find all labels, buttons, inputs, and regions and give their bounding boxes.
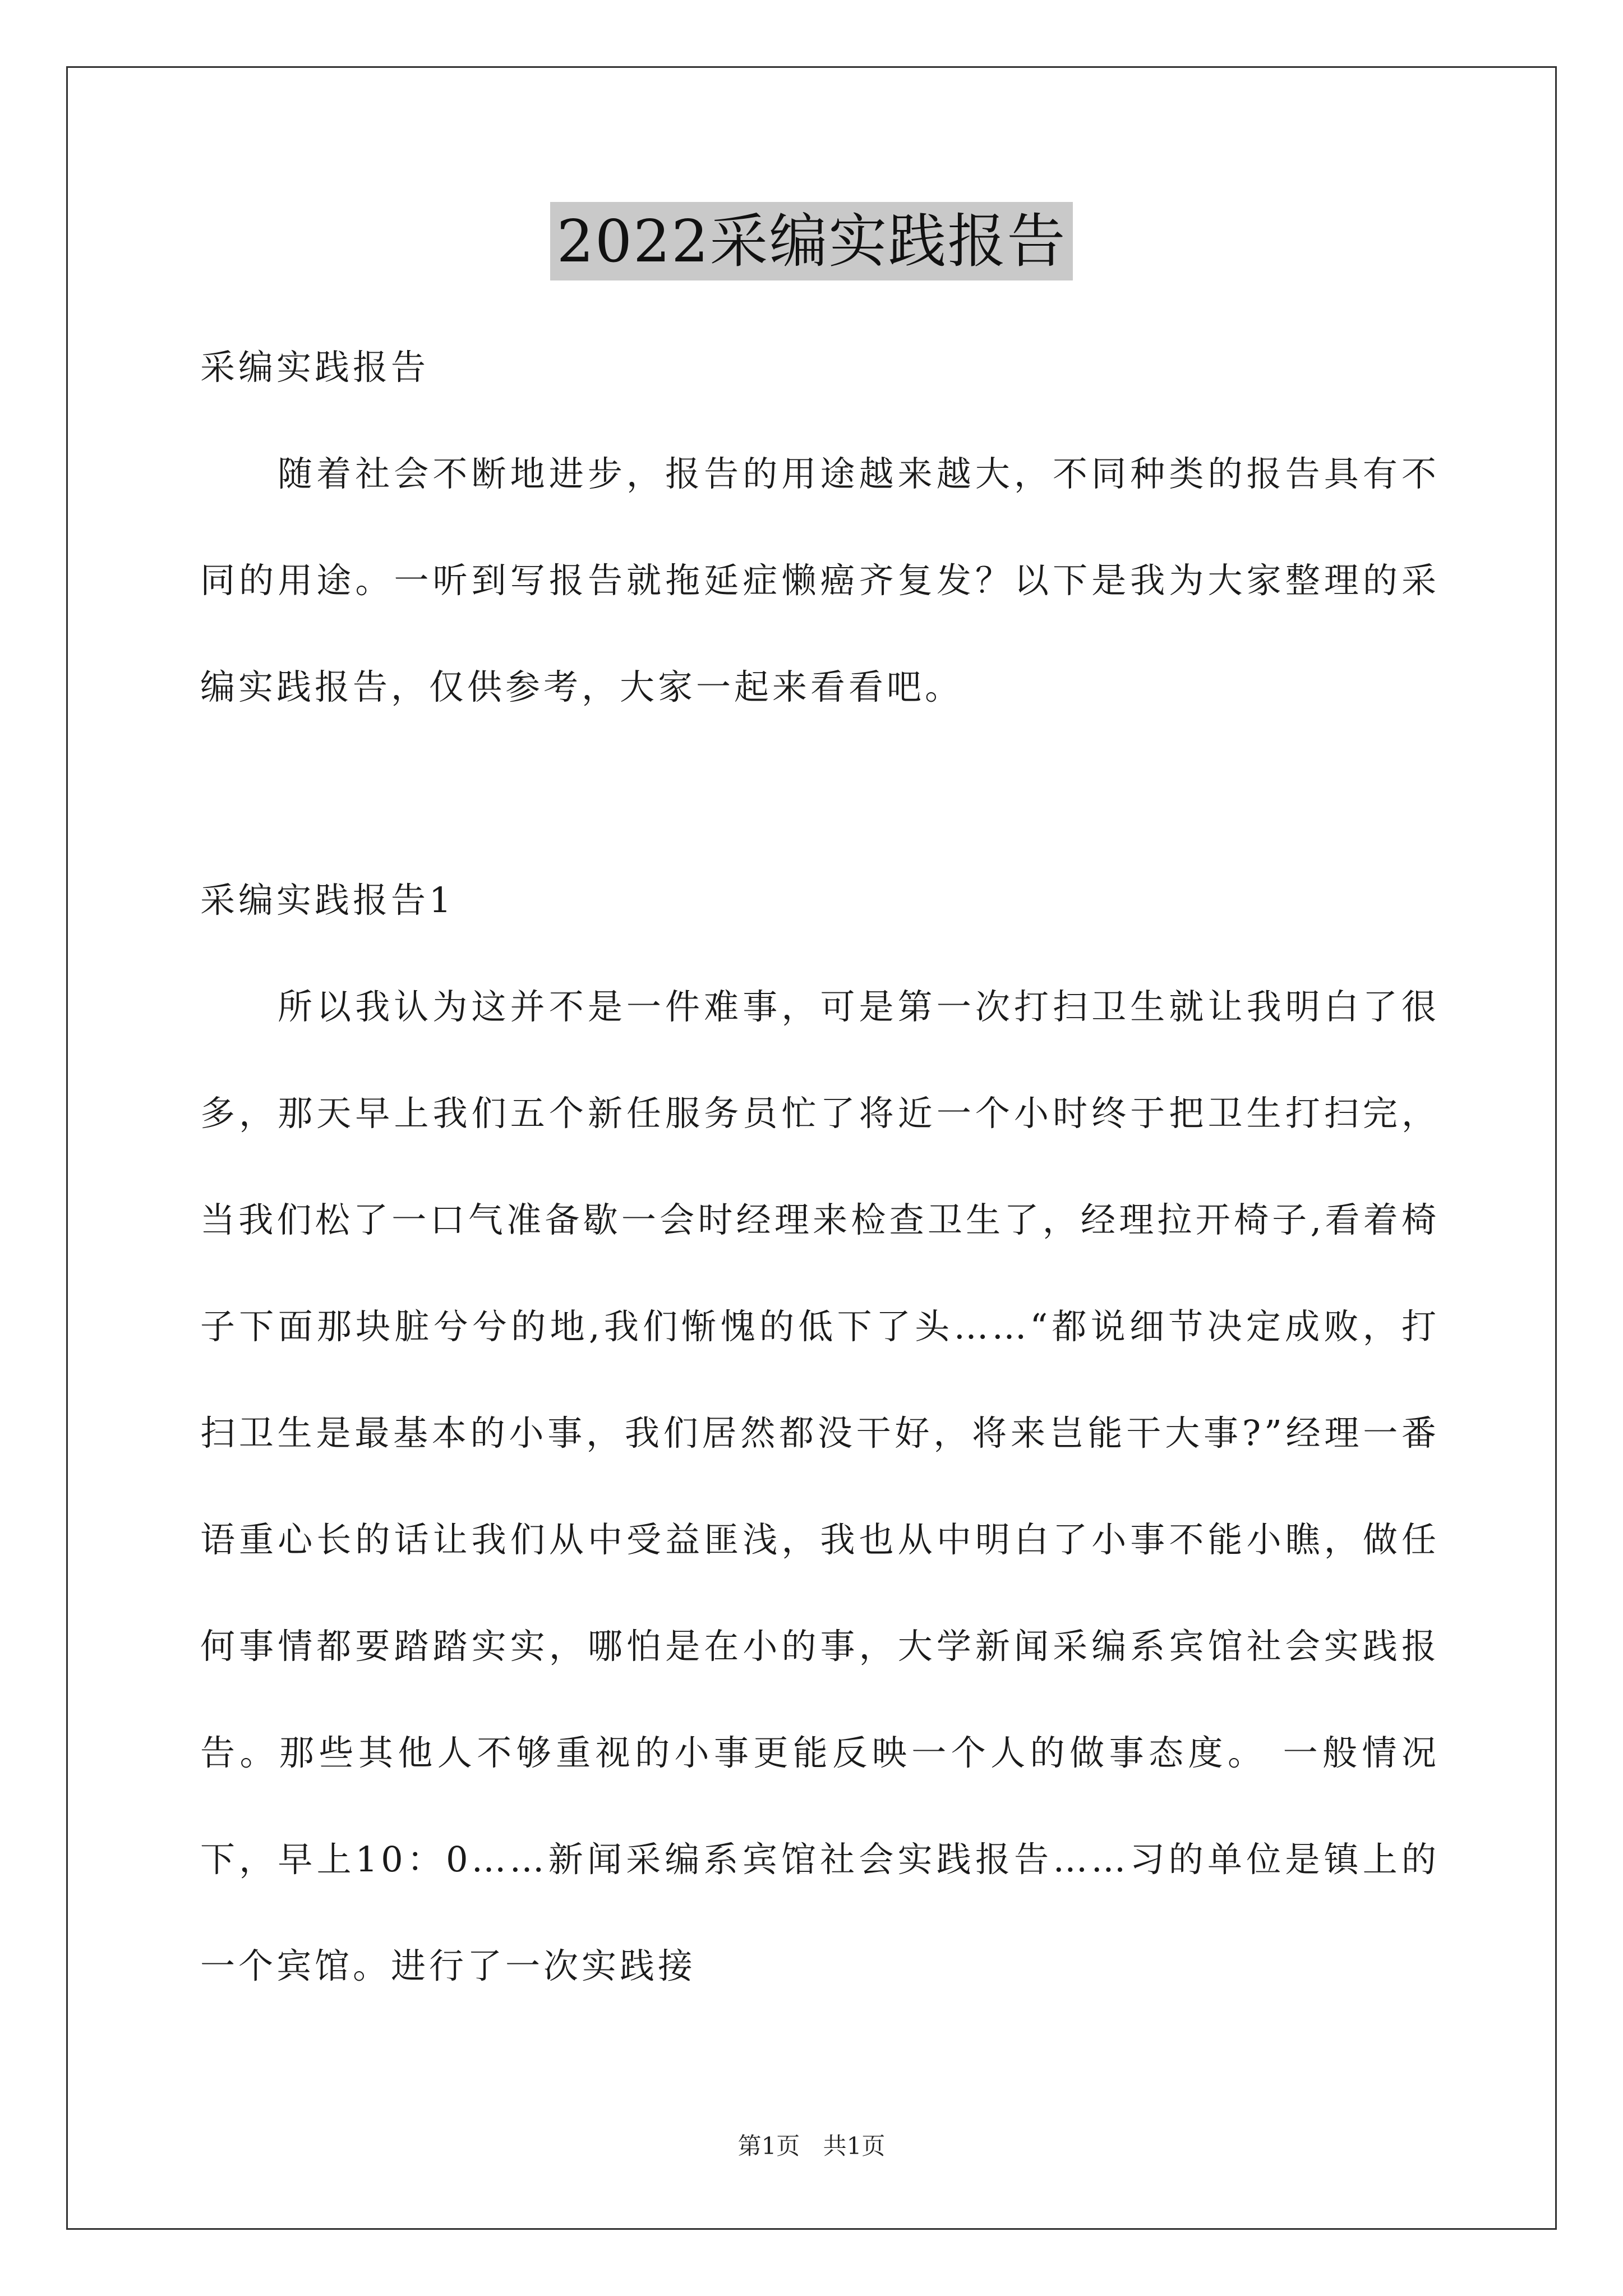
page-footer (0, 2129, 1623, 2163)
section1-heading: 采编实践报告1 (200, 880, 455, 921)
section1-paragraph: 所以我认为这并不是一件难事，可是第一次打扫卫生就让我明白了很多，那天早上我们五个新任服务员忙了将近一个小时终于把卫生打扫完，当我们松了一口气准备歇一会时经理来检查卫生了，经理拉开椅子,看着椅子下面那块脏兮兮的地,我们惭愧的低下了头……“都说细节决定成败，打扫卫生是最基本的小事，我们居然都没干好，将来岂能干大事?”经理一番语重心长的话让我们从中受益匪浅，我也从中明白了小事不能小瞧，做任何事情都要踏踏实实，哪怕是在小的事，大学新闻采编系宾馆社会实践报告。那些其他人不够重视的小事更能反映一个人的做事态度。 一般情况下，早上10：0……新闻采编系宾馆社会实践报告……习的单位是镇上的一个宾馆。进行了一次实践接 (200, 986, 1440, 1986)
intro-heading: 采编实践报告 (200, 347, 430, 388)
document-title: 2022采编实践报告 (550, 202, 1073, 280)
section-spacer (200, 740, 1440, 847)
page-number-total: 共1页 (823, 2132, 886, 2160)
document-body (200, 314, 1440, 2019)
page-number-current: 第1页 (737, 2132, 800, 2160)
title-container (0, 202, 1623, 280)
intro-paragraph: 随着社会不断地进步，报告的用途越来越大，不同种类的报告具有不同的用途。一听到写报告就拖延症懒癌齐复发？以下是我为大家整理的采编实践报告，仅供参考，大家一起来看看吧。 (200, 453, 1440, 707)
